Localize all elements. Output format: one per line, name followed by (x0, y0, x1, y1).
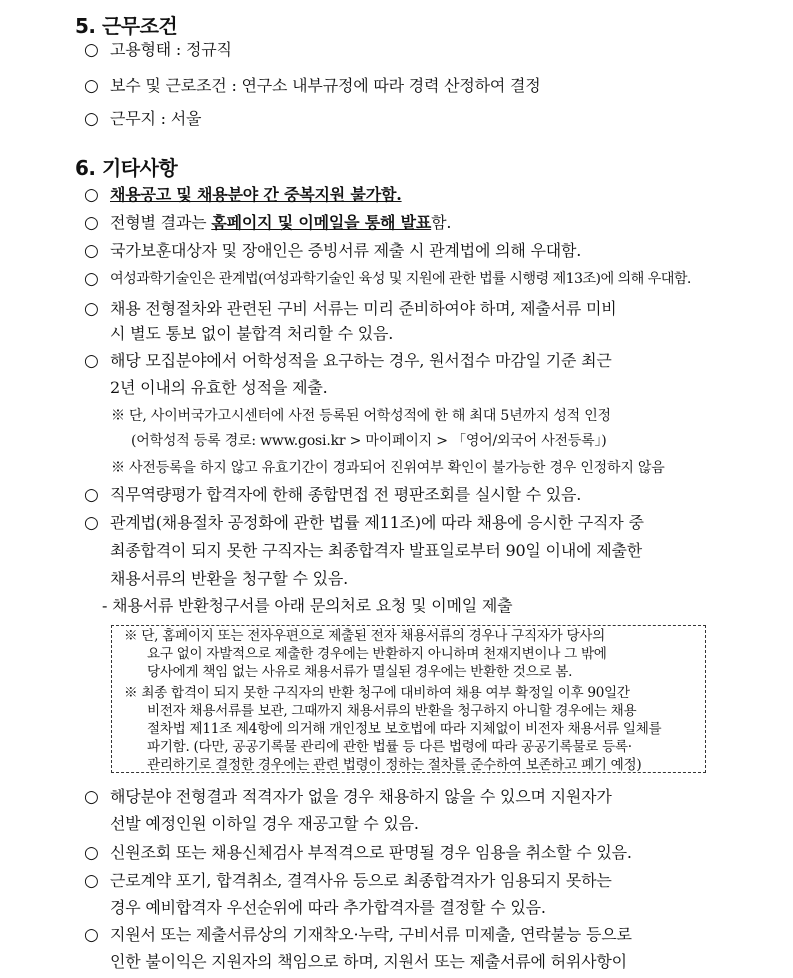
section-6-heading: 6. 기타사항 (75, 156, 178, 180)
box-note1-line2: 요구 없이 자발적으로 제출한 경우에는 반환하지 아니하며 천재지변이나 그 밖에 (147, 646, 607, 662)
bullet-icon: ○ (84, 40, 99, 60)
box-note1-line3: 당사에게 책임 없는 사유로 채용서류가 멸실된 경우에는 반환한 것으로 봄. (147, 664, 573, 680)
box-note2-line4: 파기함. (다만, 공공기록물 관리에 관한 법률 등 다른 법령에 따라 공공기록물로 등록· (147, 739, 632, 755)
document-return-line3: 채용서류의 반환을 청구할 수 있음. (110, 569, 349, 588)
section-5-heading: 5. 근무조건 (75, 14, 178, 38)
bullet-icon: ○ (84, 513, 99, 533)
bullet-icon: ○ (84, 925, 99, 945)
box-note2-line3: 절차법 제11조 제4항에 의거해 개인정보 보호법에 따라 지체없이 비전자 채용서류 일체를 (147, 721, 662, 737)
salary-conditions: 보수 및 근로조건 : 연구소 내부규정에 따라 경력 산정하여 결정 (110, 76, 541, 95)
language-note1-line1: ※ 단, 사이버국가고시센터에 사전 등록된 어학성적에 한 해 최대 5년까지 성적 인정 (111, 408, 611, 424)
language-note1-line2: (어학성적 등록 경로: www.gosi.kr > 마이페이지 > 「영어/외국어 사전등록」) (131, 433, 607, 449)
bullet-icon: ○ (84, 76, 99, 96)
results-pre: 전형별 결과는 (110, 213, 212, 232)
document-return-request: - 채용서류 반환청구서를 아래 문의처로 요청 및 이메일 제출 (102, 596, 513, 615)
applicant-responsibility-line1: 지원서 또는 제출서류상의 기재착오·누락, 구비서류 미제출, 연락불능 등으로 (110, 925, 632, 944)
work-location: 근무지 : 서울 (110, 109, 202, 128)
bullet-icon: ○ (84, 351, 99, 371)
bullet-icon: ○ (84, 269, 99, 289)
language-note2: ※ 사전등록을 하지 않고 유효기간이 경과되어 진위여부 확인이 불가능한 경우 인정하지 않음 (111, 460, 665, 476)
veterans-preference: 국가보훈대상자 및 장애인은 증빙서류 제출 시 관계법에 의해 우대함. (110, 241, 582, 260)
employment-type: 고용형태 : 정규직 (110, 40, 232, 59)
language-score-line2: 2년 이내의 유효한 성적을 제출. (110, 378, 328, 397)
bullet-icon: ○ (84, 485, 99, 505)
box-note1-line1: ※ 단, 홈페이지 또는 전자우편으로 제출된 전자 채용서류의 경우나 구직자가 당사의 (124, 628, 605, 644)
reference-check: 직무역량평가 합격자에 한해 종합면접 전 평판조회를 실시할 수 있음. (110, 485, 582, 504)
bullet-icon: ○ (84, 109, 99, 129)
women-scientists-preference: 여성과학기술인은 관계법(여성과학기술인 육성 및 지원에 관한 법률 시행령 제13조)에 의해 우대함. (110, 271, 691, 287)
no-qualified-line1: 해당분야 전형결과 적격자가 없을 경우 채용하지 않을 수 있으며 지원자가 (110, 787, 612, 806)
applicant-responsibility-line2: 인한 불이익은 지원자의 책임으로 하며, 지원서 또는 제출서류에 허위사항이 (110, 952, 627, 971)
documents-note-line1: 채용 전형절차와 관련된 구비 서류는 미리 준비하여야 하며, 제출서류 미비 (110, 299, 617, 318)
no-duplicate-application: 채용공고 및 채용분야 간 중복지원 불가함. (110, 185, 402, 204)
language-score-line1: 해당 모집분야에서 어학성적을 요구하는 경우, 원서접수 마감일 기준 최근 (110, 351, 612, 370)
bullet-icon: ○ (84, 299, 99, 319)
results-announcement (110, 212, 451, 234)
bullet-icon: ○ (84, 241, 99, 261)
bullet-icon: ○ (84, 843, 99, 863)
box-note2-line1: ※ 최종 합격이 되지 못한 구직자의 반환 청구에 대비하여 채용 여부 확정일 이후 90일간 (124, 685, 630, 701)
additional-hire-line2: 경우 예비합격자 우선순위에 따라 추가합격자를 결정할 수 있음. (110, 898, 546, 917)
no-qualified-line2: 선발 예정인원 이하일 경우 재공고할 수 있음. (110, 814, 419, 833)
additional-hire-line1: 근로계약 포기, 합격취소, 결격사유 등으로 최종합격자가 임용되지 못하는 (110, 871, 612, 890)
results-bold: 홈페이지 및 이메일을 통해 발표 (211, 213, 432, 232)
background-check: 신원조회 또는 채용신체검사 부적격으로 판명될 경우 임용을 취소할 수 있음. (110, 843, 632, 862)
bullet-icon: ○ (84, 787, 99, 807)
bullet-icon: ○ (84, 185, 99, 205)
box-note2-line5: 관리하기로 결정한 경우에는 관련 법령이 정하는 절차를 준수하여 보존하고 폐기 예정) (147, 757, 642, 773)
document-return-line2: 최종합격이 되지 못한 구직자는 최종합격자 발표일로부터 90일 이내에 제출한 (110, 541, 642, 560)
documents-note-line2: 시 별도 통보 없이 불합격 처리할 수 있음. (110, 324, 394, 343)
bullet-icon: ○ (84, 871, 99, 891)
box-note2-line2: 비전자 채용서류를 보관, 그때까지 채용서류의 반환을 청구하지 아니할 경우에는 채용 (147, 703, 637, 719)
results-post: 함. (431, 213, 452, 232)
bullet-icon: ○ (84, 213, 99, 233)
document-return-line1: 관계법(채용절차 공정화에 관한 법률 제11조)에 따라 채용에 응시한 구직자 중 (110, 513, 644, 532)
